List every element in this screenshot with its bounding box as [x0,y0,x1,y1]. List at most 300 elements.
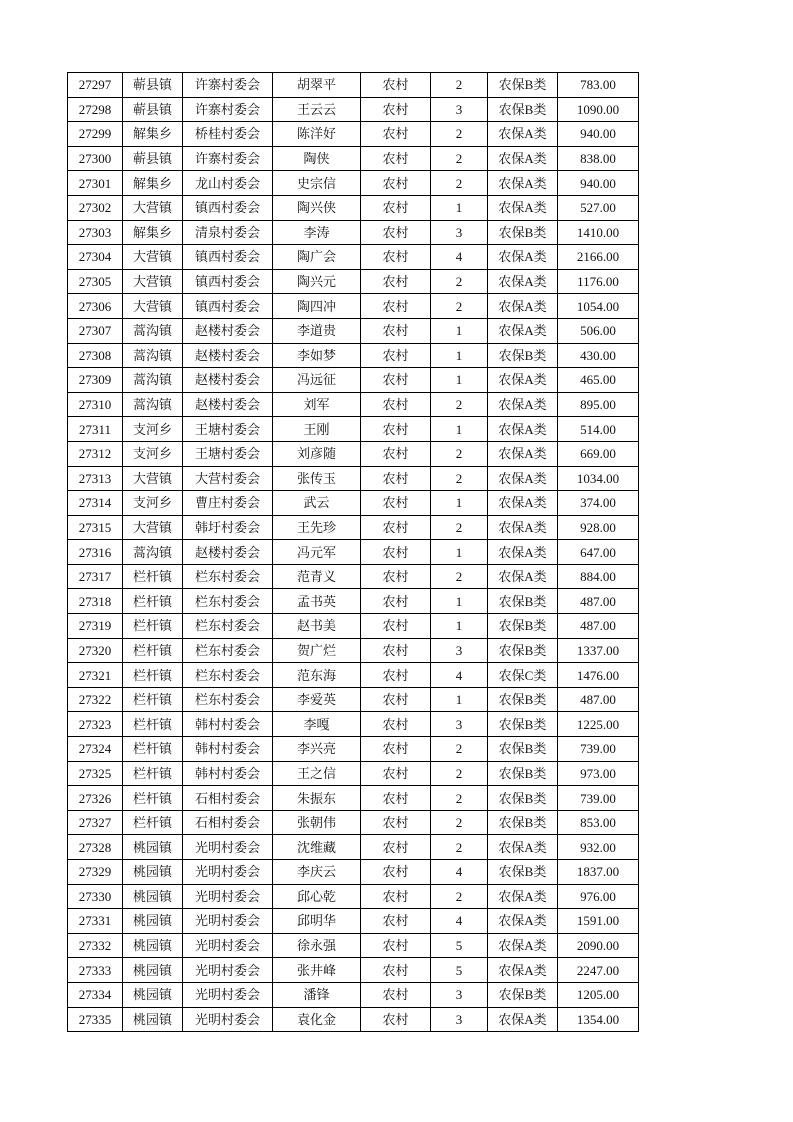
table-row [68,933,639,958]
cell-town: 蒿沟镇 [123,392,183,417]
cell-town: 大营镇 [123,195,183,220]
cell-town: 支河乡 [123,491,183,516]
cell-town: 蕲县镇 [123,97,183,122]
cell-id: 27317 [68,564,123,589]
cell-household-size: 3 [431,982,488,1007]
cell-category: 农保B类 [488,343,558,368]
cell-village: 许寨村委会 [183,97,273,122]
cell-town: 栏杆镇 [123,589,183,614]
cell-town: 蒿沟镇 [123,343,183,368]
cell-area-type: 农村 [361,1007,431,1032]
table-row [68,318,639,343]
cell-town: 桃园镇 [123,860,183,885]
cell-category: 农保B类 [488,786,558,811]
cell-id: 27309 [68,368,123,393]
cell-id: 27300 [68,146,123,171]
cell-name: 沈维藏 [273,835,361,860]
cell-town: 桃园镇 [123,1007,183,1032]
cell-category: 农保B类 [488,860,558,885]
cell-village: 许寨村委会 [183,146,273,171]
cell-town: 栏杆镇 [123,712,183,737]
cell-amount: 940.00 [558,122,639,147]
table-row [68,294,639,319]
cell-area-type: 农村 [361,982,431,1007]
table-row [68,220,639,245]
table-row [68,343,639,368]
cell-area-type: 农村 [361,171,431,196]
cell-id: 27329 [68,860,123,885]
cell-id: 27312 [68,441,123,466]
cell-name: 王云云 [273,97,361,122]
cell-town: 解集乡 [123,220,183,245]
cell-village: 赵楼村委会 [183,318,273,343]
cell-name: 潘锋 [273,982,361,1007]
cell-name: 张朝伟 [273,810,361,835]
cell-id: 27297 [68,73,123,98]
cell-name: 王之信 [273,761,361,786]
cell-id: 27310 [68,392,123,417]
cell-category: 农保A类 [488,294,558,319]
cell-town: 栏杆镇 [123,737,183,762]
cell-amount: 2247.00 [558,958,639,983]
cell-name: 陶兴侠 [273,195,361,220]
cell-village: 许寨村委会 [183,73,273,98]
cell-amount: 853.00 [558,810,639,835]
cell-village: 光明村委会 [183,909,273,934]
table-row [68,982,639,1007]
cell-amount: 739.00 [558,737,639,762]
table-row [68,687,639,712]
cell-village: 赵楼村委会 [183,540,273,565]
cell-name: 徐永强 [273,933,361,958]
cell-amount: 976.00 [558,884,639,909]
cell-amount: 1090.00 [558,97,639,122]
table-row [68,97,639,122]
cell-village: 龙山村委会 [183,171,273,196]
cell-name: 李涛 [273,220,361,245]
cell-amount: 487.00 [558,614,639,639]
table-row [68,638,639,663]
cell-household-size: 2 [431,737,488,762]
cell-household-size: 1 [431,589,488,614]
cell-household-size: 2 [431,441,488,466]
cell-village: 镇西村委会 [183,269,273,294]
cell-household-size: 2 [431,835,488,860]
cell-amount: 527.00 [558,195,639,220]
cell-town: 大营镇 [123,269,183,294]
table-row [68,540,639,565]
cell-household-size: 1 [431,614,488,639]
table-row [68,368,639,393]
cell-household-size: 2 [431,761,488,786]
cell-village: 栏东村委会 [183,564,273,589]
cell-name: 邱明华 [273,909,361,934]
cell-category: 农保A类 [488,466,558,491]
cell-amount: 1054.00 [558,294,639,319]
cell-town: 支河乡 [123,441,183,466]
cell-category: 农保A类 [488,835,558,860]
cell-amount: 669.00 [558,441,639,466]
cell-area-type: 农村 [361,368,431,393]
cell-amount: 465.00 [558,368,639,393]
table-row [68,564,639,589]
cell-category: 农保A类 [488,1007,558,1032]
cell-name: 李道贵 [273,318,361,343]
cell-household-size: 2 [431,294,488,319]
cell-household-size: 2 [431,810,488,835]
cell-household-size: 2 [431,466,488,491]
cell-town: 栏杆镇 [123,761,183,786]
table-row [68,958,639,983]
cell-area-type: 农村 [361,860,431,885]
cell-town: 桃园镇 [123,835,183,860]
cell-town: 大营镇 [123,245,183,270]
cell-category: 农保A类 [488,392,558,417]
cell-village: 赵楼村委会 [183,392,273,417]
beneficiary-table [67,72,639,1032]
cell-id: 27305 [68,269,123,294]
cell-amount: 1176.00 [558,269,639,294]
cell-name: 袁化金 [273,1007,361,1032]
cell-name: 邱心乾 [273,884,361,909]
cell-area-type: 农村 [361,269,431,294]
cell-id: 27314 [68,491,123,516]
cell-id: 27303 [68,220,123,245]
cell-amount: 1476.00 [558,663,639,688]
cell-name: 胡翠平 [273,73,361,98]
cell-category: 农保A类 [488,958,558,983]
cell-id: 27325 [68,761,123,786]
cell-town: 支河乡 [123,417,183,442]
cell-household-size: 4 [431,909,488,934]
cell-category: 农保B类 [488,761,558,786]
table-row [68,245,639,270]
cell-category: 农保A类 [488,515,558,540]
cell-category: 农保B类 [488,97,558,122]
cell-area-type: 农村 [361,540,431,565]
cell-area-type: 农村 [361,73,431,98]
cell-amount: 1034.00 [558,466,639,491]
cell-amount: 2090.00 [558,933,639,958]
cell-village: 栏东村委会 [183,663,273,688]
cell-village: 王塘村委会 [183,417,273,442]
cell-town: 桃园镇 [123,884,183,909]
cell-amount: 895.00 [558,392,639,417]
cell-village: 韩村村委会 [183,761,273,786]
cell-town: 栏杆镇 [123,663,183,688]
cell-category: 农保A类 [488,245,558,270]
cell-name: 范青义 [273,564,361,589]
cell-category: 农保C类 [488,663,558,688]
cell-id: 27311 [68,417,123,442]
cell-household-size: 1 [431,318,488,343]
cell-amount: 1337.00 [558,638,639,663]
cell-name: 李嘎 [273,712,361,737]
cell-amount: 1225.00 [558,712,639,737]
table-row [68,441,639,466]
cell-name: 陶四冲 [273,294,361,319]
cell-id: 27306 [68,294,123,319]
cell-name: 冯远征 [273,368,361,393]
cell-household-size: 3 [431,638,488,663]
cell-household-size: 2 [431,73,488,98]
cell-name: 朱振东 [273,786,361,811]
cell-id: 27308 [68,343,123,368]
table-row [68,761,639,786]
cell-village: 镇西村委会 [183,195,273,220]
table-row [68,417,639,442]
cell-category: 农保B类 [488,614,558,639]
cell-village: 赵楼村委会 [183,368,273,393]
cell-household-size: 3 [431,97,488,122]
table-row [68,786,639,811]
table-row [68,1007,639,1032]
cell-town: 解集乡 [123,122,183,147]
cell-village: 韩圩村委会 [183,515,273,540]
cell-name: 武云 [273,491,361,516]
cell-id: 27330 [68,884,123,909]
cell-name: 刘彦随 [273,441,361,466]
cell-area-type: 农村 [361,491,431,516]
cell-area-type: 农村 [361,245,431,270]
cell-category: 农保B类 [488,737,558,762]
cell-id: 27319 [68,614,123,639]
cell-name: 张传玉 [273,466,361,491]
cell-amount: 430.00 [558,343,639,368]
cell-amount: 1837.00 [558,860,639,885]
cell-category: 农保B类 [488,712,558,737]
table-row [68,73,639,98]
cell-town: 栏杆镇 [123,810,183,835]
cell-village: 光明村委会 [183,1007,273,1032]
cell-id: 27321 [68,663,123,688]
cell-household-size: 5 [431,933,488,958]
cell-household-size: 4 [431,245,488,270]
cell-area-type: 农村 [361,343,431,368]
cell-id: 27304 [68,245,123,270]
cell-town: 蒿沟镇 [123,318,183,343]
cell-amount: 1591.00 [558,909,639,934]
cell-household-size: 5 [431,958,488,983]
cell-id: 27335 [68,1007,123,1032]
cell-town: 栏杆镇 [123,638,183,663]
cell-town: 大营镇 [123,466,183,491]
cell-amount: 739.00 [558,786,639,811]
cell-area-type: 农村 [361,737,431,762]
cell-amount: 932.00 [558,835,639,860]
cell-category: 农保A类 [488,884,558,909]
cell-area-type: 农村 [361,122,431,147]
table-row [68,909,639,934]
cell-amount: 884.00 [558,564,639,589]
cell-household-size: 2 [431,786,488,811]
cell-town: 桃园镇 [123,958,183,983]
cell-household-size: 3 [431,712,488,737]
cell-name: 陶兴元 [273,269,361,294]
table-row [68,835,639,860]
cell-amount: 1205.00 [558,982,639,1007]
cell-village: 光明村委会 [183,958,273,983]
cell-category: 农保A类 [488,417,558,442]
cell-area-type: 农村 [361,884,431,909]
table-row [68,269,639,294]
cell-amount: 783.00 [558,73,639,98]
cell-household-size: 1 [431,195,488,220]
cell-name: 赵书美 [273,614,361,639]
cell-category: 农保A类 [488,491,558,516]
cell-area-type: 农村 [361,441,431,466]
cell-area-type: 农村 [361,761,431,786]
cell-category: 农保B类 [488,589,558,614]
cell-town: 桃园镇 [123,982,183,1007]
cell-household-size: 3 [431,220,488,245]
cell-category: 农保A类 [488,146,558,171]
cell-id: 27307 [68,318,123,343]
cell-name: 孟书英 [273,589,361,614]
cell-area-type: 农村 [361,417,431,442]
cell-category: 农保A类 [488,171,558,196]
cell-village: 光明村委会 [183,884,273,909]
cell-area-type: 农村 [361,958,431,983]
cell-village: 清泉村委会 [183,220,273,245]
cell-household-size: 1 [431,417,488,442]
cell-household-size: 2 [431,884,488,909]
cell-area-type: 农村 [361,786,431,811]
table-row [68,515,639,540]
table-row [68,171,639,196]
cell-village: 栏东村委会 [183,589,273,614]
cell-category: 农保B类 [488,638,558,663]
cell-town: 蕲县镇 [123,146,183,171]
cell-category: 农保A类 [488,318,558,343]
cell-town: 大营镇 [123,294,183,319]
table-row [68,860,639,885]
cell-name: 李如梦 [273,343,361,368]
cell-town: 蒿沟镇 [123,368,183,393]
cell-area-type: 农村 [361,810,431,835]
cell-id: 27320 [68,638,123,663]
cell-village: 镇西村委会 [183,245,273,270]
cell-area-type: 农村 [361,933,431,958]
cell-amount: 514.00 [558,417,639,442]
cell-town: 栏杆镇 [123,786,183,811]
cell-amount: 928.00 [558,515,639,540]
cell-household-size: 2 [431,515,488,540]
cell-amount: 838.00 [558,146,639,171]
cell-town: 桃园镇 [123,909,183,934]
cell-name: 王先珍 [273,515,361,540]
cell-name: 李爱英 [273,687,361,712]
cell-village: 光明村委会 [183,933,273,958]
cell-household-size: 2 [431,146,488,171]
cell-area-type: 农村 [361,835,431,860]
cell-id: 27316 [68,540,123,565]
cell-household-size: 2 [431,122,488,147]
cell-area-type: 农村 [361,663,431,688]
cell-id: 27313 [68,466,123,491]
cell-town: 栏杆镇 [123,687,183,712]
cell-id: 27301 [68,171,123,196]
cell-village: 石相村委会 [183,786,273,811]
table-row [68,466,639,491]
cell-area-type: 农村 [361,392,431,417]
cell-area-type: 农村 [361,515,431,540]
table-row [68,146,639,171]
cell-town: 解集乡 [123,171,183,196]
cell-household-size: 2 [431,269,488,294]
cell-id: 27298 [68,97,123,122]
cell-id: 27315 [68,515,123,540]
cell-category: 农保A类 [488,122,558,147]
table-row [68,122,639,147]
cell-village: 栏东村委会 [183,687,273,712]
cell-village: 韩村村委会 [183,737,273,762]
cell-household-size: 1 [431,368,488,393]
cell-town: 蕲县镇 [123,73,183,98]
cell-area-type: 农村 [361,466,431,491]
cell-village: 栏东村委会 [183,614,273,639]
cell-id: 27323 [68,712,123,737]
cell-amount: 374.00 [558,491,639,516]
cell-category: 农保A类 [488,195,558,220]
cell-name: 陶侠 [273,146,361,171]
table-row [68,589,639,614]
cell-village: 王塘村委会 [183,441,273,466]
cell-amount: 940.00 [558,171,639,196]
cell-area-type: 农村 [361,712,431,737]
cell-town: 蒿沟镇 [123,540,183,565]
cell-village: 栏东村委会 [183,638,273,663]
table-row [68,491,639,516]
cell-id: 27333 [68,958,123,983]
cell-village: 光明村委会 [183,835,273,860]
cell-household-size: 1 [431,343,488,368]
cell-village: 光明村委会 [183,860,273,885]
cell-household-size: 2 [431,171,488,196]
cell-id: 27326 [68,786,123,811]
cell-area-type: 农村 [361,687,431,712]
cell-household-size: 2 [431,564,488,589]
cell-id: 27299 [68,122,123,147]
cell-id: 27327 [68,810,123,835]
cell-name: 刘军 [273,392,361,417]
table-row [68,884,639,909]
cell-name: 李兴亮 [273,737,361,762]
cell-village: 桥桂村委会 [183,122,273,147]
cell-name: 贺广烂 [273,638,361,663]
cell-area-type: 农村 [361,146,431,171]
cell-category: 农保A类 [488,564,558,589]
cell-id: 27334 [68,982,123,1007]
cell-area-type: 农村 [361,294,431,319]
cell-area-type: 农村 [361,638,431,663]
cell-area-type: 农村 [361,909,431,934]
cell-amount: 487.00 [558,687,639,712]
cell-id: 27328 [68,835,123,860]
cell-amount: 1354.00 [558,1007,639,1032]
cell-area-type: 农村 [361,318,431,343]
cell-amount: 1410.00 [558,220,639,245]
cell-category: 农保A类 [488,368,558,393]
cell-category: 农保B类 [488,220,558,245]
cell-name: 张井峰 [273,958,361,983]
cell-category: 农保A类 [488,540,558,565]
cell-amount: 487.00 [558,589,639,614]
cell-area-type: 农村 [361,589,431,614]
cell-id: 27302 [68,195,123,220]
cell-category: 农保B类 [488,73,558,98]
cell-amount: 506.00 [558,318,639,343]
